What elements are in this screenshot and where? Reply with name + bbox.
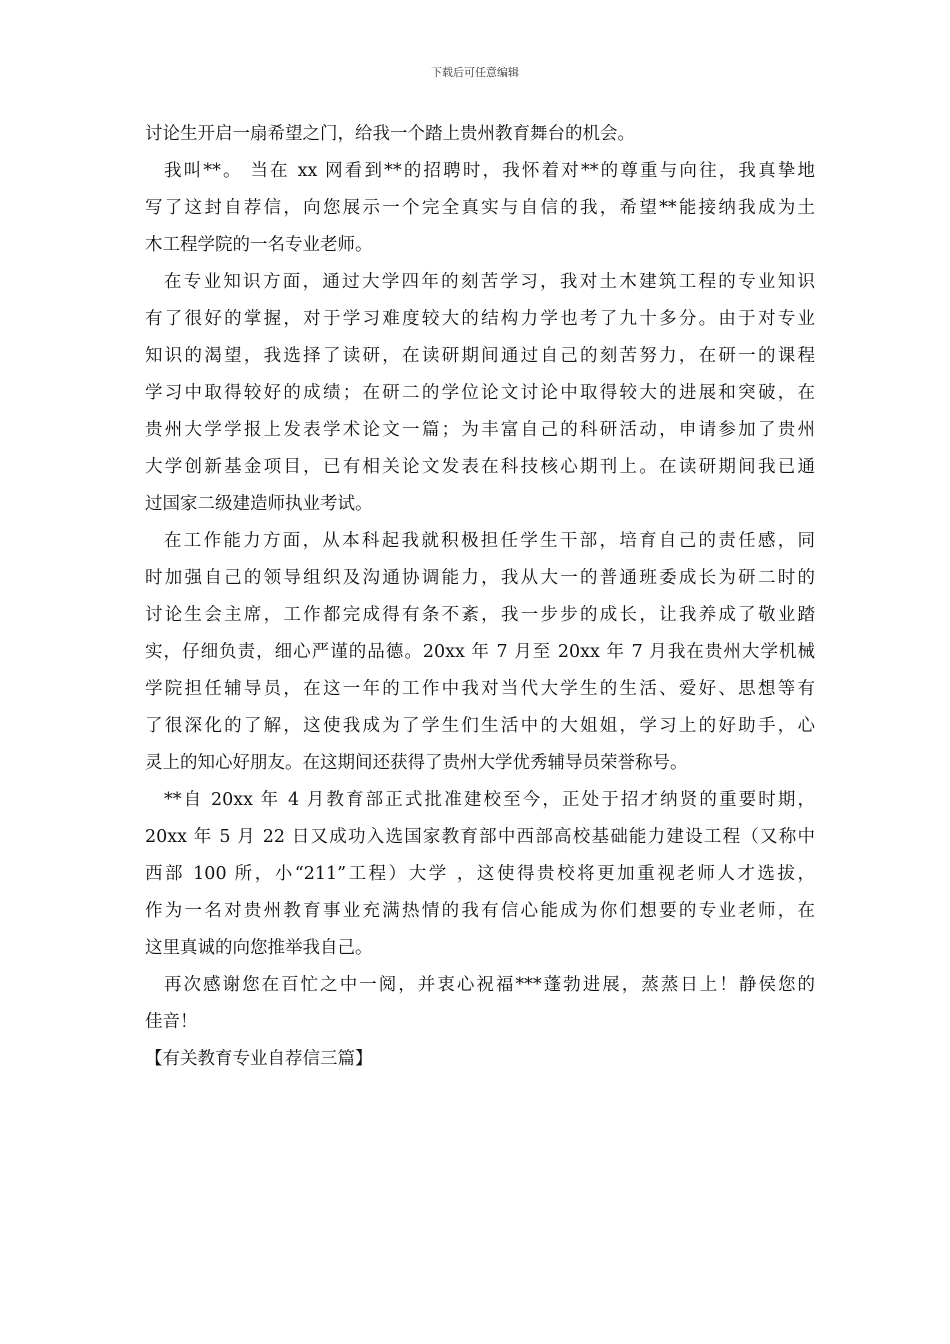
text-line: 佳音！ <box>145 1012 198 1032</box>
text-line: 实，仔细负责，细心严谨的品德。20xx 年 7 月至 20xx 年 7 月我在贵州大学机械 <box>145 642 815 662</box>
text-line: 了很深化的了解，这使我成为了学生们生活中的大姐姐，学习上的好助手，心 <box>145 716 815 736</box>
text-line: 时加强自己的领导组织及沟通协调能力，我从大一的普通班委成长为研二时的 <box>145 568 815 588</box>
text-line: 大学创新基金项目，已有相关论文发表在科技核心期刊上。在读研期间我已通 <box>145 457 815 477</box>
text-line: 灵上的知心好朋友。在这期间还获得了贵州大学优秀辅导员荣誉称号。 <box>145 753 688 773</box>
section-heading: 【有关教育专业自荐信三篇】 <box>145 1049 373 1069</box>
text-line: 写了这封自荐信，向您展示一个完全真实与自信的我，希望**能接纳我成为土 <box>145 198 815 218</box>
text-line: 有了很好的掌握，对于学习难度较大的结构力学也考了九十多分。由于对专业 <box>145 309 815 329</box>
text-line: 学院担任辅导员，在这一年的工作中我对当代大学生的生活、爱好、思想等有 <box>145 679 815 699</box>
page-header: 下载后可任意编辑 <box>431 66 519 79</box>
text-line: 我叫**。 当在 xx 网看到**的招聘时，我怀着对**的尊重与向往，我真挚地 <box>164 161 815 181</box>
text-line: 讨论生会主席，工作都完成得有条不紊，我一步步的成长，让我养成了敬业踏 <box>145 605 815 625</box>
text-line: 20xx 年 5 月 22 日又成功入选国家教育部中西部高校基础能力建设工程（又称中 <box>145 827 815 847</box>
letter-body <box>145 116 815 1078</box>
text-line: 学习中取得较好的成绩；在研二的学位论文讨论中取得较大的进展和突破，在 <box>145 383 815 403</box>
text-line: 讨论生开启一扇希望之门，给我一个踏上贵州教育舞台的机会。 <box>145 124 635 144</box>
text-line: 西部 100 所，小“211”工程）大学 ，这使得贵校将更加重视老师人才选拔， <box>145 864 815 884</box>
text-line: **自 20xx 年 4 月教育部正式批准建校至今，正处于招才纳贤的重要时期， <box>164 790 815 810</box>
text-line: 木工程学院的一名专业老师。 <box>145 235 373 255</box>
text-line: 过国家二级建造师执业考试。 <box>145 494 373 514</box>
text-line: 再次感谢您在百忙之中一阅，并衷心祝福***蓬勃进展，蒸蒸日上！静侯您的 <box>164 975 815 995</box>
text-line: 在专业知识方面，通过大学四年的刻苦学习，我对土木建筑工程的专业知识 <box>164 272 815 292</box>
text-line: 知识的渴望，我选择了读研，在读研期间通过自己的刻苦努力，在研一的课程 <box>145 346 815 366</box>
text-line: 贵州大学学报上发表学术论文一篇；为丰富自己的科研活动，申请参加了贵州 <box>145 420 815 440</box>
text-line: 在工作能力方面，从本科起我就积极担任学生干部，培育自己的责任感，同 <box>164 531 815 551</box>
text-line: 作为一名对贵州教育事业充满热情的我有信心能成为你们想要的专业老师，在 <box>145 901 815 921</box>
text-line: 这里真诚的向您推举我自己。 <box>145 938 373 958</box>
